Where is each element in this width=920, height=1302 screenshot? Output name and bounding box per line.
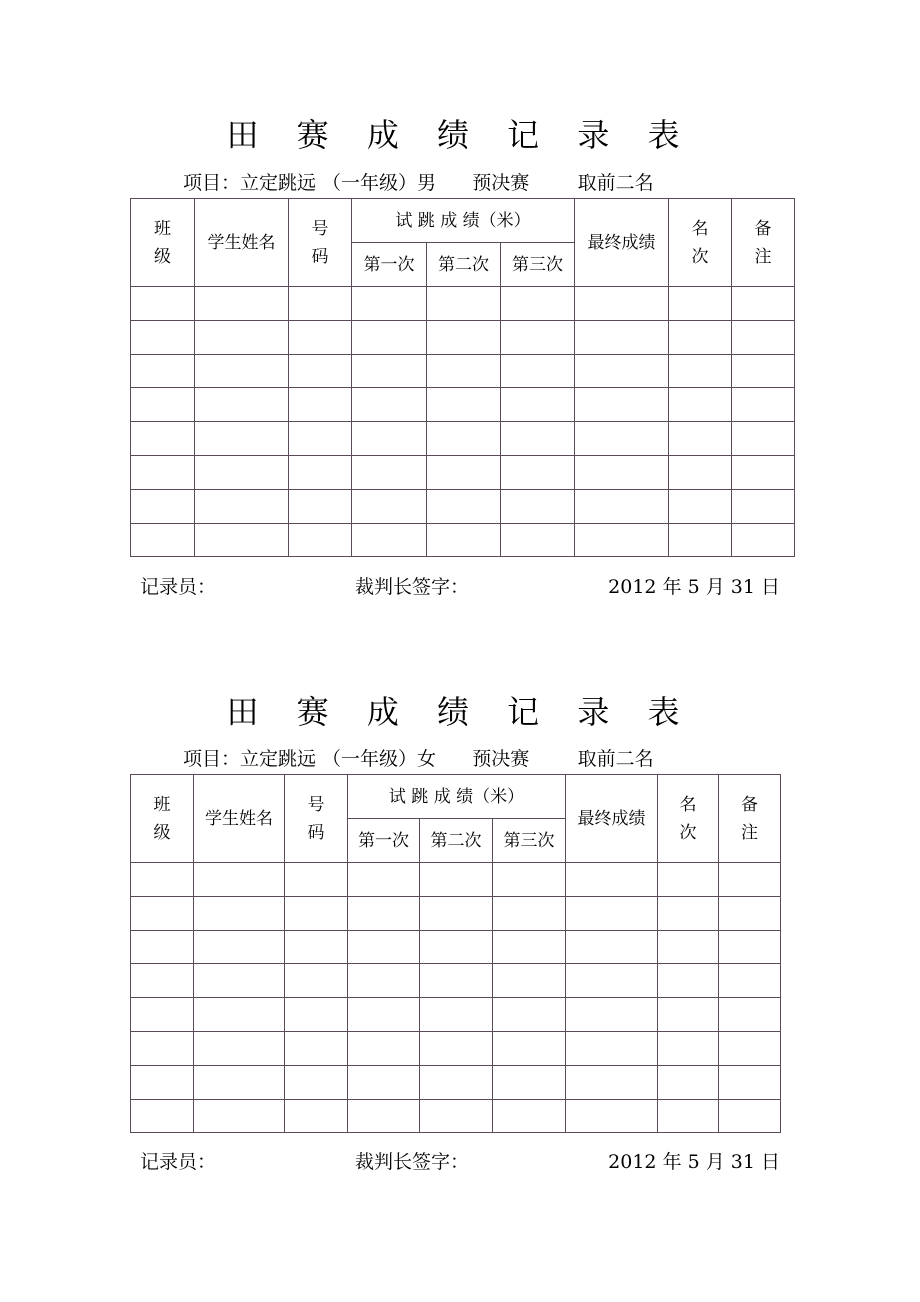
- table-cell[interactable]: [285, 1031, 348, 1065]
- table-cell[interactable]: [427, 422, 501, 456]
- table-cell[interactable]: [289, 388, 352, 422]
- table-cell[interactable]: [195, 354, 289, 388]
- table-cell[interactable]: [289, 489, 352, 523]
- table-cell[interactable]: [348, 930, 420, 964]
- form-title: 田 赛 成 绩 记 录 表: [226, 693, 694, 731]
- table-cell[interactable]: [669, 354, 732, 388]
- table-cell[interactable]: [719, 1099, 781, 1133]
- table-cell[interactable]: [195, 489, 289, 523]
- header-class: 班 级: [131, 775, 194, 863]
- table-cell[interactable]: [289, 422, 352, 456]
- table-cell[interactable]: [719, 1031, 781, 1065]
- recorder-label: 记录员：: [140, 1151, 217, 1173]
- header-class: 班 级: [131, 199, 195, 287]
- table-cell[interactable]: [732, 489, 795, 523]
- table-cell[interactable]: [575, 489, 669, 523]
- table-cell[interactable]: [420, 1031, 493, 1065]
- table-cell[interactable]: [732, 422, 795, 456]
- table-cell[interactable]: [131, 964, 194, 998]
- table-cell[interactable]: [669, 320, 732, 354]
- table-cell[interactable]: [420, 863, 493, 897]
- header-final: 最终成绩: [566, 775, 658, 863]
- table-cell[interactable]: [493, 930, 566, 964]
- table-cell[interactable]: [732, 354, 795, 388]
- table-cell[interactable]: [669, 388, 732, 422]
- header-trials: 试 跳 成 绩（米）: [352, 199, 575, 243]
- table-cell[interactable]: [195, 320, 289, 354]
- table-cell[interactable]: [427, 287, 501, 321]
- table-cell[interactable]: [493, 1065, 566, 1099]
- table-row: [131, 998, 781, 1032]
- table-cell[interactable]: [719, 1065, 781, 1099]
- table-row: [131, 388, 795, 422]
- table-cell[interactable]: [732, 455, 795, 489]
- table-cell[interactable]: [501, 523, 575, 557]
- table-cell[interactable]: [348, 1031, 420, 1065]
- table-cell[interactable]: [348, 1099, 420, 1133]
- table-row: [131, 964, 781, 998]
- table-cell[interactable]: [669, 422, 732, 456]
- table-cell[interactable]: [352, 320, 427, 354]
- date-label: 2012 年 5 月 31 日: [608, 576, 780, 598]
- table-cell[interactable]: [732, 287, 795, 321]
- table-row: [131, 896, 781, 930]
- table-cell[interactable]: [285, 896, 348, 930]
- table-cell[interactable]: [501, 388, 575, 422]
- table-cell[interactable]: [501, 422, 575, 456]
- table-cell[interactable]: [575, 287, 669, 321]
- table-cell[interactable]: [131, 1031, 194, 1065]
- table-cell[interactable]: [658, 1099, 719, 1133]
- table-cell[interactable]: [131, 455, 195, 489]
- table-cell[interactable]: [285, 1065, 348, 1099]
- table-row: [131, 1031, 781, 1065]
- table-row: [131, 287, 795, 321]
- table-cell[interactable]: [131, 489, 195, 523]
- table-cell[interactable]: [427, 489, 501, 523]
- table-cell[interactable]: [194, 1065, 285, 1099]
- table-cell[interactable]: [427, 388, 501, 422]
- table-cell[interactable]: [719, 964, 781, 998]
- table-cell[interactable]: [493, 998, 566, 1032]
- table-row: [131, 422, 795, 456]
- table-row: [131, 320, 795, 354]
- table-cell[interactable]: [195, 455, 289, 489]
- table-cell[interactable]: [566, 863, 658, 897]
- table-cell[interactable]: [566, 998, 658, 1032]
- table-cell[interactable]: [575, 320, 669, 354]
- table-row: [131, 455, 795, 489]
- header-trial-1: 第一次: [352, 243, 427, 287]
- table-cell[interactable]: [658, 863, 719, 897]
- table-row: [131, 1099, 781, 1133]
- table-cell[interactable]: [493, 896, 566, 930]
- table-cell[interactable]: [289, 287, 352, 321]
- table-cell[interactable]: [348, 964, 420, 998]
- header-trial-1: 第一次: [348, 819, 420, 863]
- header-number: 号 码: [285, 775, 348, 863]
- table-cell[interactable]: [285, 1099, 348, 1133]
- table-cell[interactable]: [348, 863, 420, 897]
- date-label: 2012 年 5 月 31 日: [608, 1151, 780, 1173]
- table-cell[interactable]: [420, 930, 493, 964]
- header-trial-3: 第三次: [493, 819, 566, 863]
- table-cell[interactable]: [195, 287, 289, 321]
- table-cell[interactable]: [427, 523, 501, 557]
- table-row: [131, 523, 795, 557]
- table-cell[interactable]: [194, 1031, 285, 1065]
- header-trial-2: 第二次: [420, 819, 493, 863]
- record-table: [130, 774, 781, 1133]
- table-cell[interactable]: [575, 388, 669, 422]
- table-cell[interactable]: [131, 422, 195, 456]
- table-cell[interactable]: [131, 896, 194, 930]
- form-subtitle: 项目：立定跳远 （一年级）男 预决赛 取前二名: [183, 172, 654, 194]
- table-cell[interactable]: [575, 455, 669, 489]
- table-cell[interactable]: [493, 964, 566, 998]
- table-cell[interactable]: [352, 489, 427, 523]
- table-cell[interactable]: [285, 930, 348, 964]
- table-cell[interactable]: [719, 930, 781, 964]
- table-cell[interactable]: [194, 998, 285, 1032]
- header-trials: 试 跳 成 绩（米）: [348, 775, 566, 819]
- table-row: [131, 930, 781, 964]
- table-cell[interactable]: [131, 1065, 194, 1099]
- table-cell[interactable]: [732, 388, 795, 422]
- header-number: 号 码: [289, 199, 352, 287]
- header-name: 学生姓名: [194, 775, 285, 863]
- table-cell[interactable]: [658, 1065, 719, 1099]
- header-trial-3: 第三次: [501, 243, 575, 287]
- form-subtitle: 项目：立定跳远 （一年级）女 预决赛 取前二名: [183, 748, 654, 770]
- table-cell[interactable]: [289, 354, 352, 388]
- table-cell[interactable]: [352, 287, 427, 321]
- record-table: [130, 198, 795, 557]
- table-cell[interactable]: [575, 422, 669, 456]
- header-rank: 名 次: [658, 775, 719, 863]
- header-trial-2: 第二次: [427, 243, 501, 287]
- form-title: 田 赛 成 绩 记 录 表: [226, 116, 694, 154]
- table-cell[interactable]: [501, 287, 575, 321]
- table-cell[interactable]: [194, 863, 285, 897]
- table-cell[interactable]: [566, 964, 658, 998]
- table-cell[interactable]: [348, 896, 420, 930]
- table-cell[interactable]: [658, 964, 719, 998]
- table-cell[interactable]: [194, 1099, 285, 1133]
- table-cell[interactable]: [566, 896, 658, 930]
- table-cell[interactable]: [285, 863, 348, 897]
- table-cell[interactable]: [131, 930, 194, 964]
- table-cell[interactable]: [566, 1065, 658, 1099]
- table-cell[interactable]: [732, 320, 795, 354]
- table-cell[interactable]: [352, 354, 427, 388]
- table-cell[interactable]: [131, 523, 195, 557]
- table-cell[interactable]: [658, 998, 719, 1032]
- table-cell[interactable]: [732, 523, 795, 557]
- table-cell[interactable]: [194, 896, 285, 930]
- table-row: [131, 1065, 781, 1099]
- table-cell[interactable]: [501, 489, 575, 523]
- table-cell[interactable]: [195, 523, 289, 557]
- table-cell[interactable]: [420, 1099, 493, 1133]
- table-cell[interactable]: [669, 287, 732, 321]
- table-cell[interactable]: [427, 354, 501, 388]
- table-cell[interactable]: [493, 1099, 566, 1133]
- table-cell[interactable]: [352, 523, 427, 557]
- referee-signature-label: 裁判长签字：: [355, 576, 470, 598]
- table-cell[interactable]: [420, 998, 493, 1032]
- table-cell[interactable]: [575, 354, 669, 388]
- table-cell[interactable]: [427, 320, 501, 354]
- table-cell[interactable]: [352, 388, 427, 422]
- table-cell[interactable]: [719, 896, 781, 930]
- table-cell[interactable]: [131, 388, 195, 422]
- table-cell[interactable]: [348, 1065, 420, 1099]
- table-cell[interactable]: [131, 354, 195, 388]
- table-cell[interactable]: [493, 863, 566, 897]
- table-cell[interactable]: [420, 896, 493, 930]
- table-cell[interactable]: [420, 964, 493, 998]
- table-cell[interactable]: [501, 320, 575, 354]
- header-final: 最终成绩: [575, 199, 669, 287]
- table-cell[interactable]: [658, 930, 719, 964]
- table-cell[interactable]: [352, 455, 427, 489]
- table-cell[interactable]: [289, 455, 352, 489]
- table-cell[interactable]: [348, 998, 420, 1032]
- table-cell[interactable]: [420, 1065, 493, 1099]
- header-note: 备 注: [719, 775, 781, 863]
- table-cell[interactable]: [566, 1031, 658, 1065]
- table-cell[interactable]: [575, 523, 669, 557]
- table-cell[interactable]: [658, 1031, 719, 1065]
- recorder-label: 记录员：: [140, 576, 217, 598]
- table-cell[interactable]: [658, 896, 719, 930]
- header-name: 学生姓名: [195, 199, 289, 287]
- table-cell[interactable]: [195, 388, 289, 422]
- referee-signature-label: 裁判长签字：: [355, 1151, 470, 1173]
- table-cell[interactable]: [501, 354, 575, 388]
- header-note: 备 注: [732, 199, 795, 287]
- table-cell[interactable]: [131, 287, 195, 321]
- table-cell[interactable]: [566, 1099, 658, 1133]
- table-cell[interactable]: [352, 422, 427, 456]
- table-cell[interactable]: [493, 1031, 566, 1065]
- table-cell[interactable]: [195, 422, 289, 456]
- table-cell[interactable]: [131, 863, 194, 897]
- table-cell[interactable]: [285, 964, 348, 998]
- table-cell[interactable]: [669, 455, 732, 489]
- table-cell[interactable]: [289, 523, 352, 557]
- table-cell[interactable]: [194, 930, 285, 964]
- table-cell[interactable]: [194, 964, 285, 998]
- table-cell[interactable]: [131, 998, 194, 1032]
- table-row: [131, 489, 795, 523]
- table-cell[interactable]: [719, 998, 781, 1032]
- table-row: [131, 354, 795, 388]
- table-cell[interactable]: [501, 455, 575, 489]
- table-cell[interactable]: [131, 320, 195, 354]
- table-cell[interactable]: [289, 320, 352, 354]
- table-cell[interactable]: [131, 1099, 194, 1133]
- table-cell[interactable]: [669, 523, 732, 557]
- table-cell[interactable]: [285, 998, 348, 1032]
- table-cell[interactable]: [566, 930, 658, 964]
- table-cell[interactable]: [669, 489, 732, 523]
- table-cell[interactable]: [719, 863, 781, 897]
- table-row: [131, 863, 781, 897]
- header-rank: 名 次: [669, 199, 732, 287]
- table-cell[interactable]: [427, 455, 501, 489]
